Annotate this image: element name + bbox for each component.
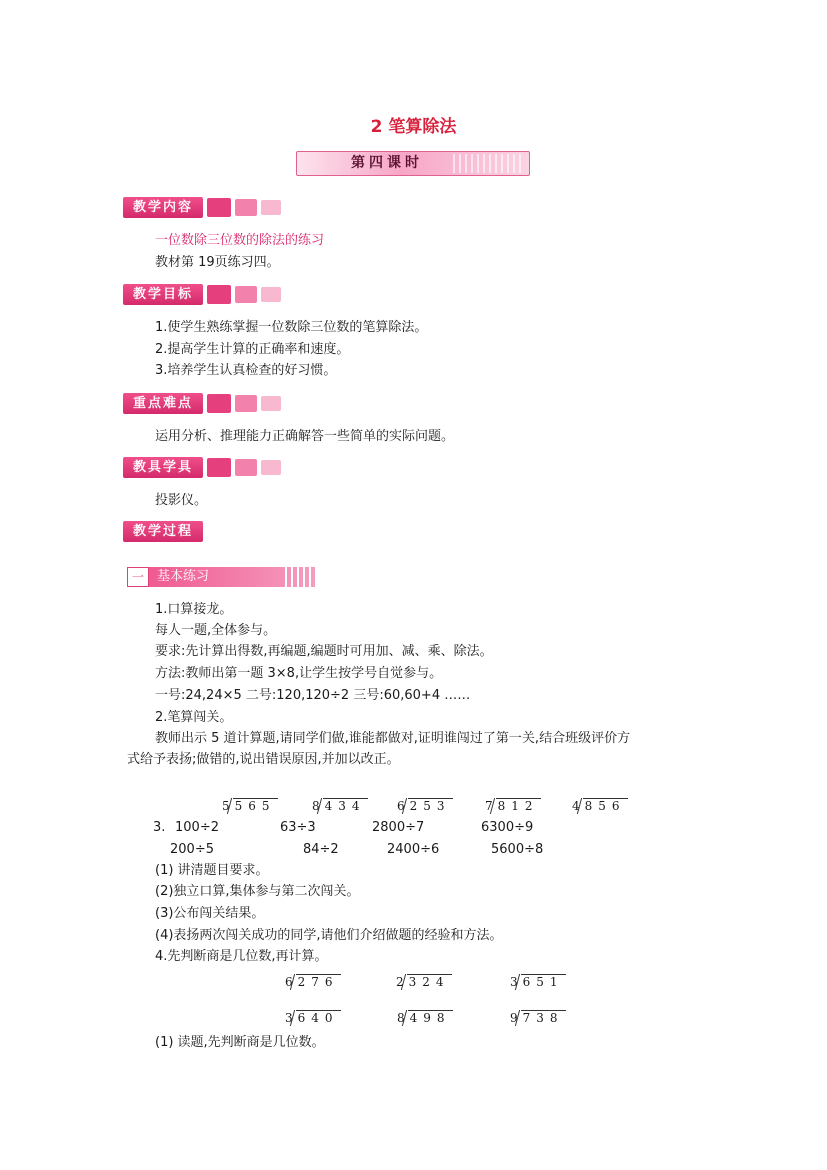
- section-label: 教具学具: [123, 457, 203, 478]
- goal-item: 1.使学生熟练掌握一位数除三位数的笔算除法。: [155, 320, 428, 335]
- decor-square: [261, 396, 281, 411]
- long-division: 8 434: [312, 799, 366, 813]
- long-division: 3 651: [510, 975, 564, 989]
- decor-square: [207, 198, 231, 217]
- decor-square: [261, 200, 281, 215]
- goal-item: 2.提高学生计算的正确率和速度。: [155, 342, 350, 357]
- q3-step: (1) 讲清题目要求。: [155, 863, 269, 878]
- q3-item: 200÷5: [170, 842, 214, 857]
- decor-square: [235, 459, 257, 476]
- long-division: 9 738: [510, 1011, 564, 1025]
- long-division: 6 253: [397, 799, 451, 813]
- content-line-1: 一位数除三位数的除法的练习: [155, 233, 325, 248]
- q3-item: 100÷2: [175, 820, 219, 835]
- long-division: 3 640: [285, 1011, 339, 1025]
- decor-square: [235, 395, 257, 412]
- subsection-header: [127, 567, 315, 587]
- banner-stripes: [453, 154, 523, 173]
- subsection-label: 基本练习: [157, 569, 210, 584]
- q3-step: (2)独立口算,集体参与第二次闯关。: [155, 884, 360, 899]
- body-line: 1.口算接龙。: [155, 602, 233, 617]
- body-line: 一号:24,24×5 二号:120,120÷2 三号:60,60+4 ……: [155, 688, 471, 703]
- section-label: 教学目标: [123, 284, 203, 305]
- tools-text: 投影仪。: [155, 493, 208, 508]
- decor-square: [261, 287, 281, 302]
- q4-step: (1) 读题,先判断商是几位数。: [155, 1035, 325, 1050]
- key-text: 运用分析、推理能力正确解答一些简单的实际问题。: [155, 429, 455, 444]
- q3-item: 2800÷7: [372, 820, 425, 835]
- decor-square: [207, 394, 231, 413]
- section-header-tools: [123, 457, 281, 478]
- q3-step: (4)表扬两次闯关成功的同学,请他们介绍做题的经验和方法。: [155, 928, 503, 943]
- q4-text: 4.先判断商是几位数,再计算。: [155, 949, 328, 964]
- section-header-goals: [123, 284, 281, 305]
- body-line: 式给予表扬;做错的,说出错误原因,并加以改正。: [127, 752, 400, 767]
- q3-item: 6300÷9: [481, 820, 534, 835]
- q3-item: 2400÷6: [387, 842, 440, 857]
- decor-square: [235, 199, 257, 216]
- lesson-banner: [296, 151, 530, 176]
- q3-step: (3)公布闯关结果。: [155, 906, 265, 921]
- decor-square: [207, 285, 231, 304]
- subsection-number: 一: [127, 567, 149, 587]
- long-division: 8 498: [397, 1011, 451, 1025]
- section-label: 重点难点: [123, 393, 203, 414]
- body-line: 每人一题,全体参与。: [155, 623, 277, 638]
- section-header-key: [123, 393, 281, 414]
- body-line: 要求:先计算出得数,再编题,编题时可用加、减、乘、除法。: [155, 644, 493, 659]
- content-line-2: 教材第 19页练习四。: [155, 255, 280, 270]
- q3-item: 5600÷8: [491, 842, 544, 857]
- subsection-label-box: [149, 567, 315, 587]
- page-title: 2 笔算除法: [370, 117, 457, 137]
- long-division: 6 276: [285, 975, 339, 989]
- goal-item: 3.培养学生认真检查的好习惯。: [155, 363, 337, 378]
- body-line: 教师出示 5 道计算题,请同学们做,谁能都做对,证明谁闯过了第一关,结合班级评价方: [155, 731, 631, 746]
- decor-square: [207, 458, 231, 477]
- banner-label: 第四课时: [351, 155, 423, 171]
- section-label: 教学内容: [123, 197, 203, 218]
- long-division: 7 812: [485, 799, 539, 813]
- section-header-process: [123, 521, 203, 542]
- decor-square: [261, 460, 281, 475]
- q3-item: 63÷3: [280, 820, 316, 835]
- section-header-content: [123, 197, 281, 218]
- decor-square: [235, 286, 257, 303]
- body-line: 方法:教师出第一题 3×8,让学生按学号自觉参与。: [155, 666, 443, 681]
- q3-item: 84÷2: [303, 842, 339, 857]
- long-division: 5 565: [222, 799, 276, 813]
- body-line: 2.笔算闯关。: [155, 710, 233, 725]
- subsection-stripes: [285, 567, 313, 587]
- long-division: 2 324: [396, 975, 450, 989]
- q3-label: 3.: [153, 820, 166, 835]
- long-division: 4 856: [572, 799, 626, 813]
- section-label: 教学过程: [123, 521, 203, 542]
